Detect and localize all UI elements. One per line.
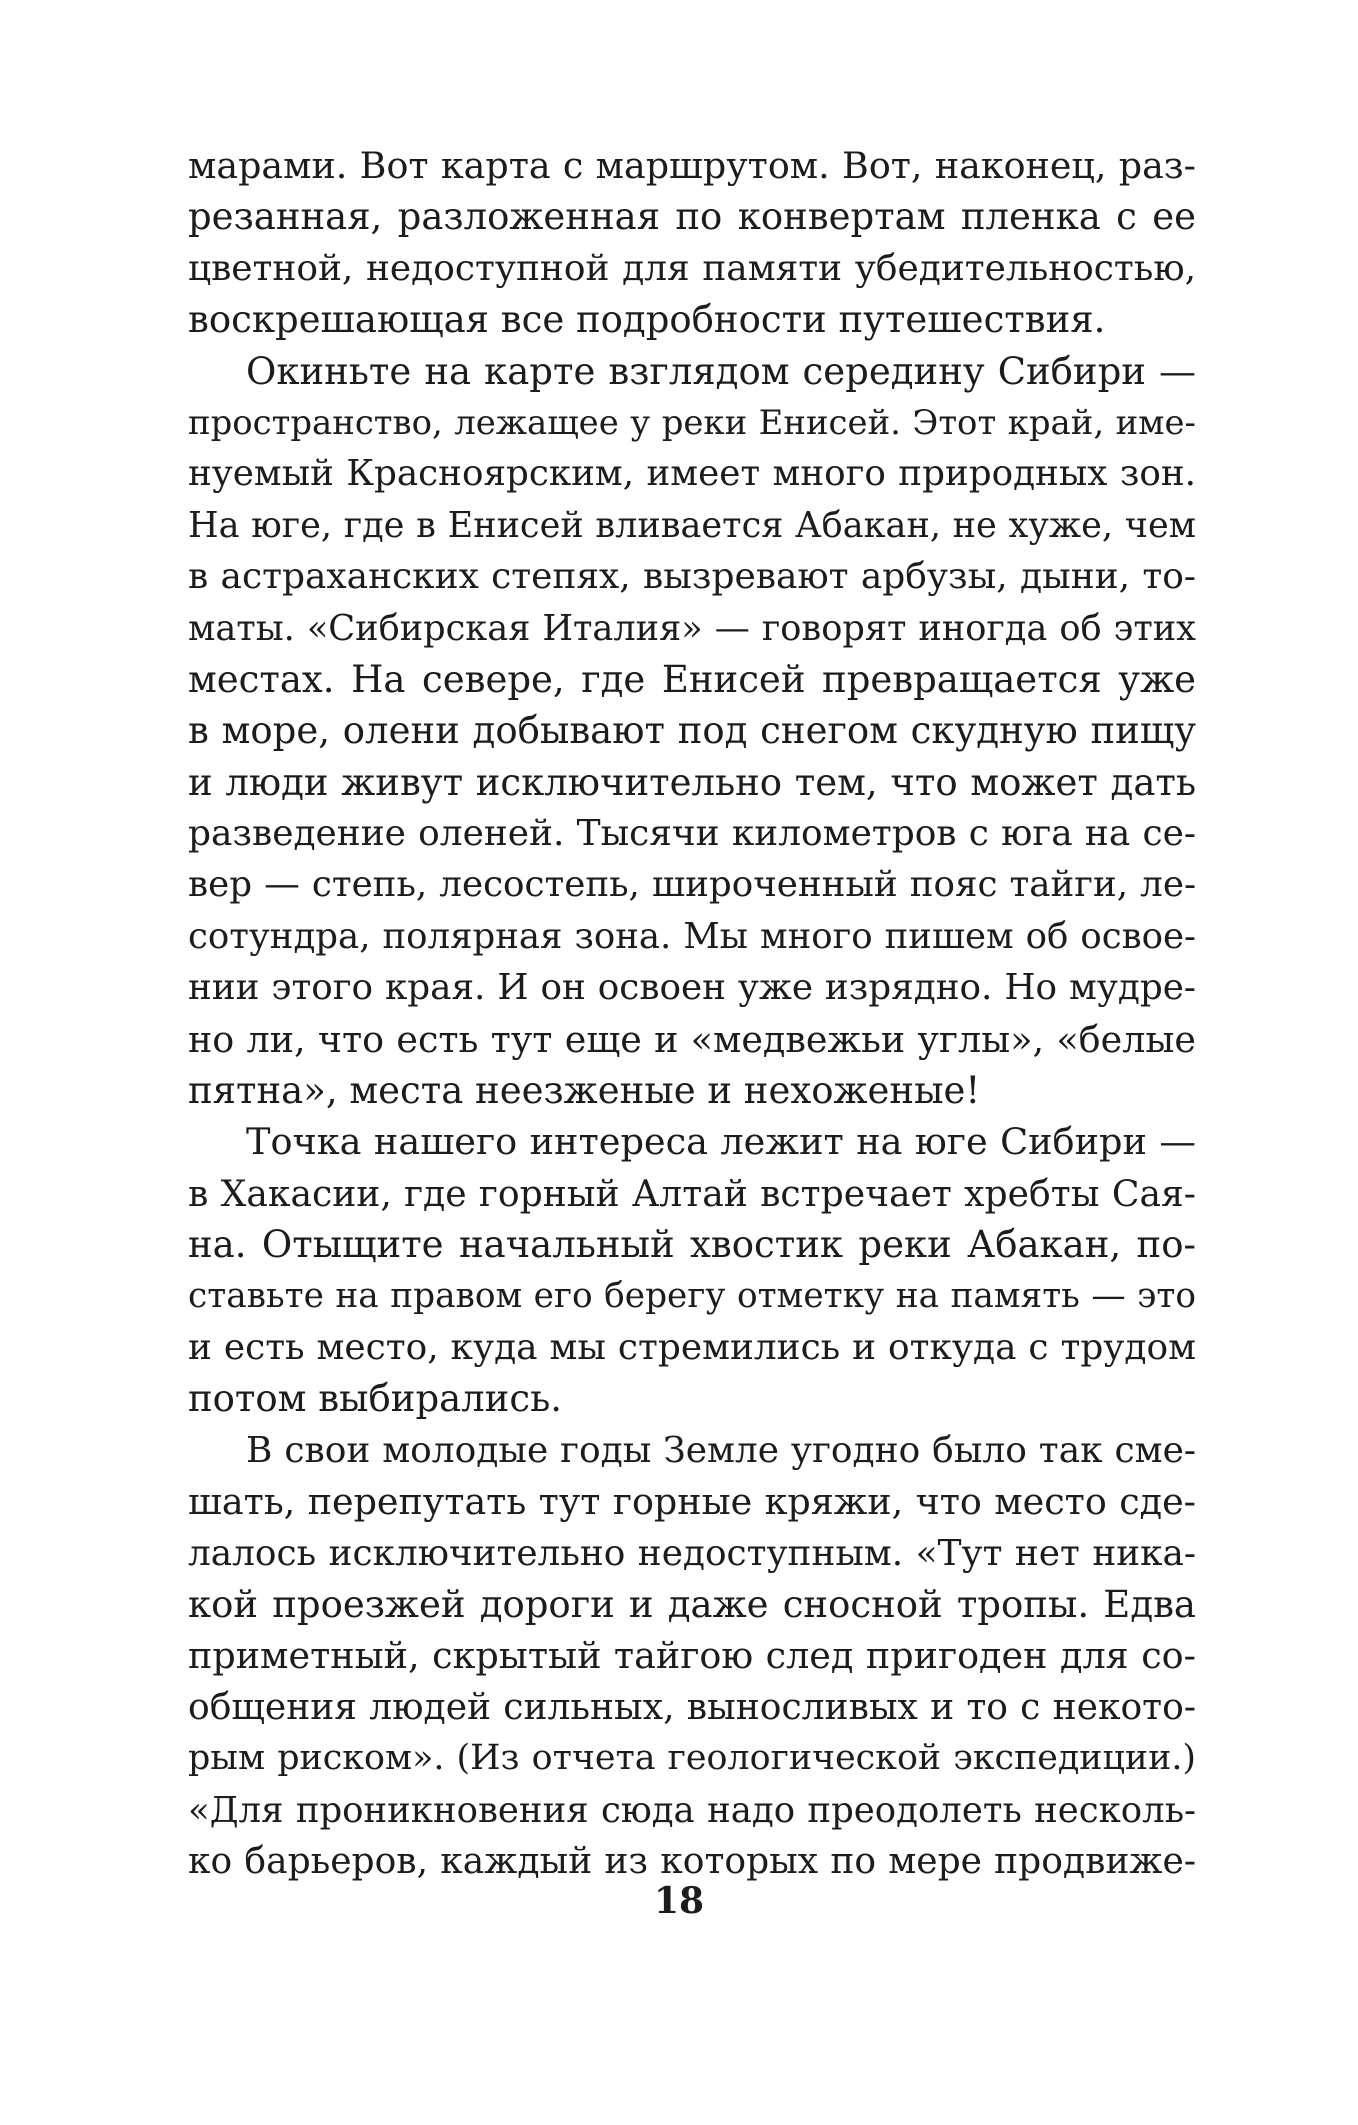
- text-line: цветной, недоступной для памяти убедительностью,: [188, 247, 1196, 289]
- text-line: На юге, где в Енисей вливается Абакан, не хуже, чем: [188, 504, 1196, 546]
- text-line: и люди живут исключительно тем, что может дать: [188, 760, 1196, 804]
- text-line: в астраханских степях, вызревают арбузы, дыни, то-: [188, 556, 1196, 598]
- text-line: В свои молодые годы Земле угодно было так сме-: [246, 1429, 1196, 1471]
- paragraph: [188, 1116, 1196, 1424]
- text-line: ставьте на правом его берегу отметку на память — это: [188, 1275, 1196, 1316]
- page-number: 18: [653, 1880, 705, 1922]
- text-line: в море, олени добывают под снегом скудную пищу: [188, 709, 1196, 753]
- text-line: резанная, разложенная по конвертам пленка с ее: [188, 195, 1196, 239]
- text-line: нии этого края. И он освоен уже изрядно. Но мудре-: [188, 967, 1196, 1009]
- text-line: шать, перепутать тут горные кряжи, что место сде-: [188, 1480, 1196, 1524]
- text-line: Точка нашего интереса лежит на юге Сибири —: [246, 1120, 1196, 1164]
- text-line: приметный, скрытый тайгою след пригоден для со-: [188, 1634, 1196, 1678]
- text-line: маты. «Сибирская Италия» — говорят иногда об этих: [188, 607, 1196, 649]
- text-line: Окиньте на карте взглядом середину Сибири —: [246, 349, 1196, 393]
- text-line: сотундра, полярная зона. Мы много пишем об освое-: [188, 915, 1196, 957]
- text-line: разведение оленей. Тысячи километров с юга на се-: [188, 813, 1196, 855]
- text-line: местах. На севере, где Енисей превращается уже: [188, 657, 1196, 701]
- text-line: потом выбирались.: [188, 1377, 562, 1421]
- text-line: кой проезжей дороги и даже сносной тропы. Едва: [188, 1582, 1196, 1626]
- text-line: на. Отыщите начальный хвостик реки Абакан, по-: [188, 1223, 1196, 1267]
- text-line: общения людей сильных, выносливых и то с некото-: [188, 1685, 1196, 1728]
- text-line: рым риском». (Из отчета геологической экспедиции.): [188, 1738, 1196, 1779]
- text-line: и есть место, куда мы стремились и откуда с трудом: [188, 1326, 1196, 1368]
- text-line: вер — степь, лесостепь, широченный пояс тайги, ле-: [188, 864, 1196, 906]
- paragraph: [188, 1425, 1196, 1888]
- text-line: ко барьеров, каждый из которых по мере продвиже-: [188, 1840, 1196, 1882]
- text-line: воскрешающая все подробности путешествия.: [188, 298, 1106, 342]
- paragraph: [188, 346, 1196, 1117]
- text-line: лалось исключительно недоступным. «Тут нет ника-: [188, 1532, 1196, 1574]
- text-line: нуемый Красноярским, имеет много природных зон.: [188, 453, 1196, 495]
- text-line: «Для проникновения сюда надо преодолеть несколь-: [188, 1789, 1196, 1831]
- text-line: марами. Вот карта с маршрутом. Вот, наконец, раз-: [188, 144, 1196, 187]
- text-line: пространство, лежащее у реки Енисей. Этот край, име-: [188, 402, 1196, 442]
- body-text: [188, 140, 1196, 1887]
- text-line: пятна», места неезженые и нехоженые!: [188, 1069, 981, 1113]
- text-line: в Хакасии, где горный Алтай встречает хребты Сая-: [188, 1171, 1196, 1215]
- text-line: но ли, что есть тут еще и «медвежьи углы», «белые: [188, 1017, 1196, 1061]
- paragraph: [188, 140, 1196, 346]
